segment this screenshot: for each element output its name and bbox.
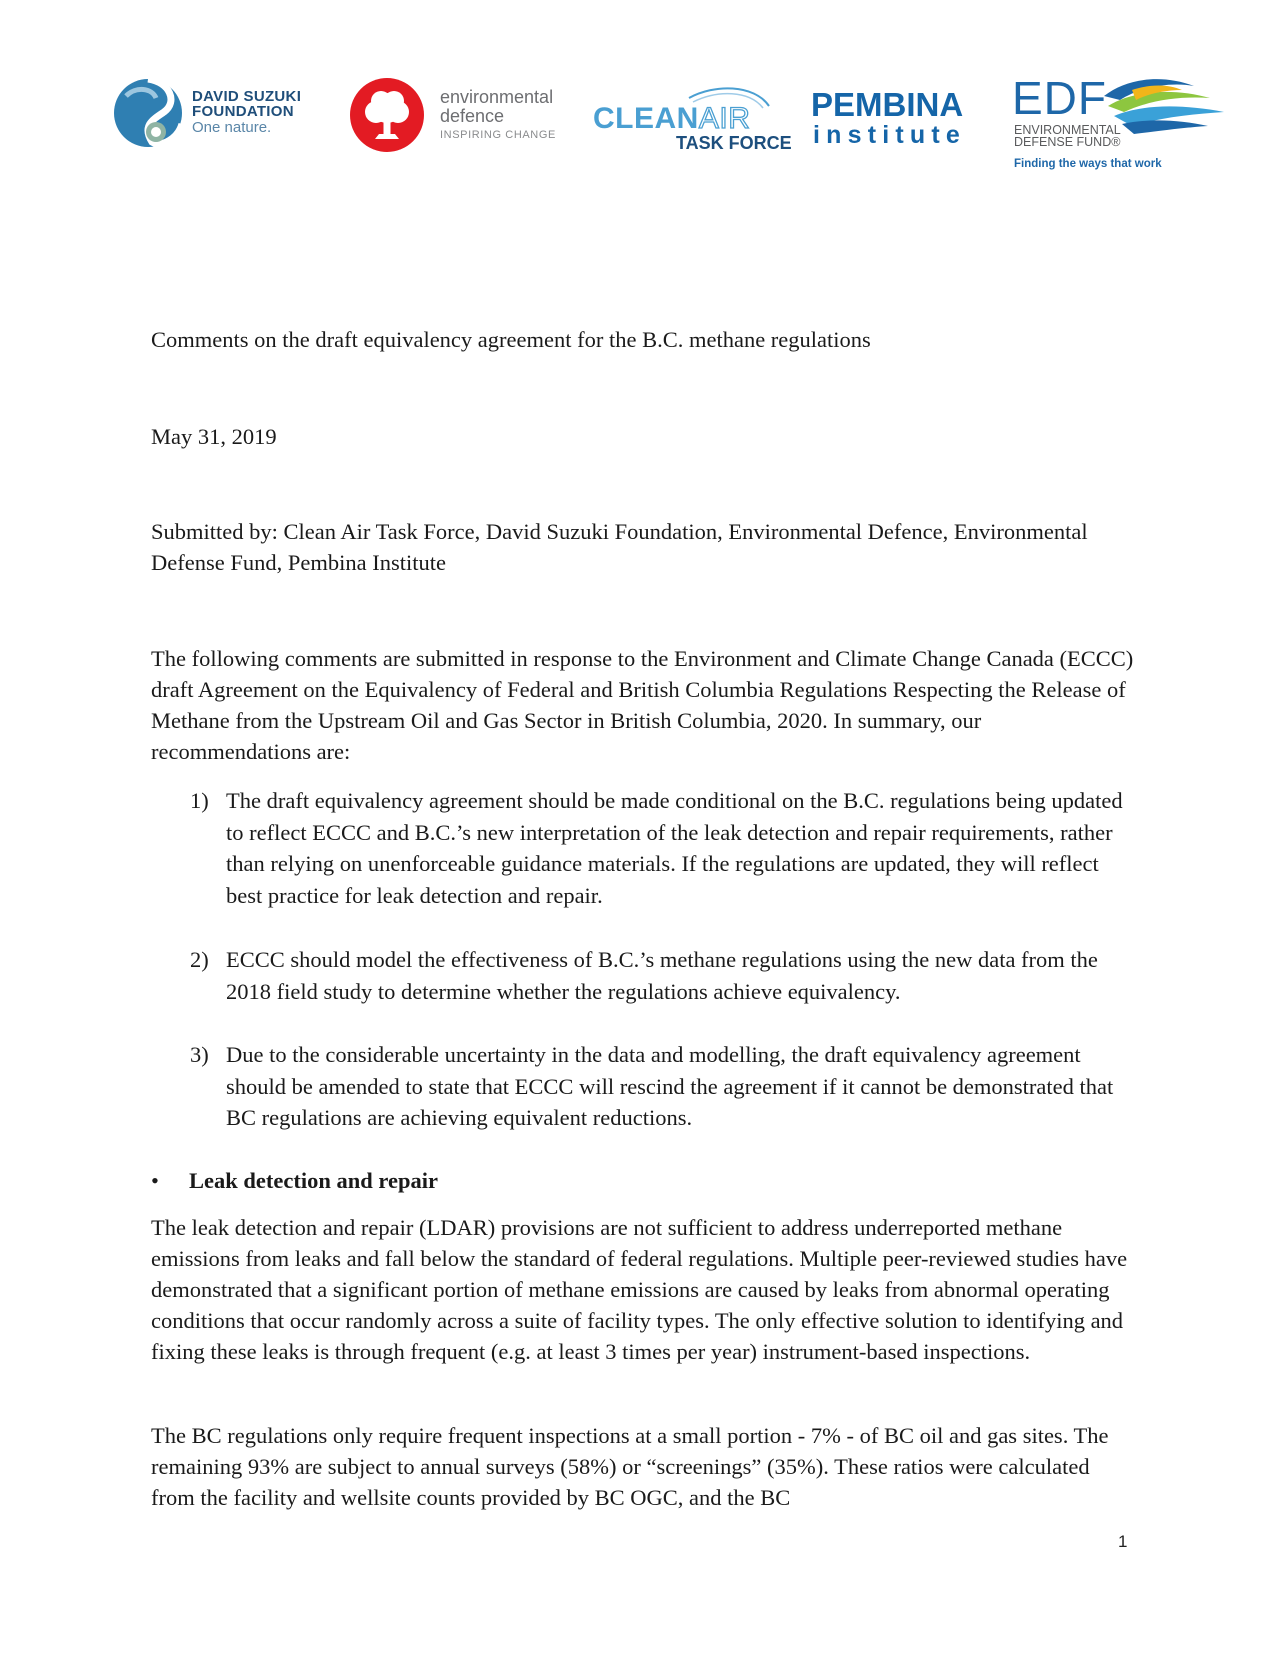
- dsf-swirl-icon: [112, 76, 186, 150]
- catf-air-text: AIR: [698, 102, 751, 135]
- dsf-name-line2: FOUNDATION: [192, 103, 294, 120]
- catf-task-force-text: TASK FORCE: [676, 133, 792, 153]
- environmental-defence-logo: [349, 76, 569, 154]
- document-date: May 31, 2019: [151, 424, 277, 449]
- edf-name: EDF: [1012, 72, 1107, 124]
- section-heading-text: Leak detection and repair: [189, 1168, 438, 1193]
- edf-registered-mark: ®: [1111, 135, 1121, 149]
- edf-full-name-line2: DEFENSE FUND: [1014, 135, 1112, 149]
- edf-full-name: [1014, 124, 1154, 148]
- page-number: 1: [1118, 1532, 1128, 1551]
- recommendation-item: [190, 785, 1130, 911]
- pembina-institute-text: institute: [813, 121, 967, 149]
- recommendation-text: Due to the considerable uncertainty in the data and modelling, the draft equivalency agreement should be amended to state that ECCC will rescind the agreement if it cannot be demonstrated that BC regulations are achieving equivalent reductions.: [226, 1042, 1114, 1130]
- submitted-by: Submitted by: Clean Air Task Force, David Suzuki Foundation, Environmental Defence, Environmental Defense Fund, Pembina Institute: [151, 519, 1088, 575]
- section-heading: [151, 1165, 438, 1196]
- pembina-institute-logo: [811, 88, 991, 150]
- ed-name-line1: environmental: [440, 87, 554, 107]
- recommendation-item: [190, 1039, 1130, 1134]
- recommendation-number: 3): [190, 1042, 209, 1067]
- clean-air-task-force-logo: [589, 86, 799, 158]
- ed-name-line2: defence: [440, 106, 505, 126]
- catf-clean-text: CLEAN: [593, 102, 699, 135]
- dsf-name-line1: DAVID SUZUKI: [192, 88, 302, 105]
- edf-logo: [1012, 74, 1227, 176]
- document-title: Comments on the draft equivalency agreement for the B.C. methane regulations: [151, 327, 871, 352]
- tree-icon: [349, 76, 427, 154]
- edf-full-name-line1: ENVIRONMENTAL: [1014, 123, 1121, 137]
- david-suzuki-foundation-logo: [112, 76, 317, 150]
- recommendation-number: 1): [190, 788, 209, 813]
- body-paragraph: The leak detection and repair (LDAR) provisions are not sufficient to address underreported methane emissions from leaks and fall below the standard of federal regulations. Multiple peer-reviewed studies have demonstrated that a significant portion of methane emissions are caused by leaks from abnormal operating conditions that occur randomly across a suite of facility types. The only effective solution to identifying and fixing these leaks is through frequent (e.g. at least 3 times per year) instrument-based inspections.: [151, 1215, 1128, 1364]
- dsf-tagline: One nature.: [192, 119, 272, 136]
- body-paragraph: The BC regulations only require frequent inspections at a small portion - 7% - of BC oil and gas sites. The remaining 93% are subject to annual surveys (58%) or “screenings” (35%). These ratios were calculated from the facility and wellsite counts provided by BC OGC, and the BC: [151, 1423, 1109, 1510]
- ed-tagline: INSPIRING CHANGE: [440, 129, 556, 141]
- recommendation-text: The draft equivalency agreement should be made conditional on the B.C. regulations being updated to reflect ECCC and B.C.’s new interpretation of the leak detection and repair requirements, rather than relying on unenforceable guidance materials. If the regulations are updated, they will reflect best practice for leak detection and repair.: [226, 788, 1123, 908]
- intro-paragraph: The following comments are submitted in response to the Environment and Climate Change Canada (ECCC) draft Agreement on the Equivalency of Federal and British Columbia Regulations Respecting the Release of Methane from the Upstream Oil and Gas Sector in British Columbia, 2020. In summary, our recommendations are:: [151, 646, 1134, 764]
- bullet-icon: •: [151, 1168, 159, 1193]
- recommendation-number: 2): [190, 947, 209, 972]
- edf-tagline: Finding the ways that work: [1014, 158, 1162, 170]
- pembina-name: PEMBINA: [811, 86, 964, 123]
- recommendation-text: ECCC should model the effectiveness of B.C.’s methane regulations using the new data from the 2018 field study to determine whether the regulations achieve equivalency.: [226, 947, 1098, 1004]
- recommendation-item: [190, 944, 1130, 1007]
